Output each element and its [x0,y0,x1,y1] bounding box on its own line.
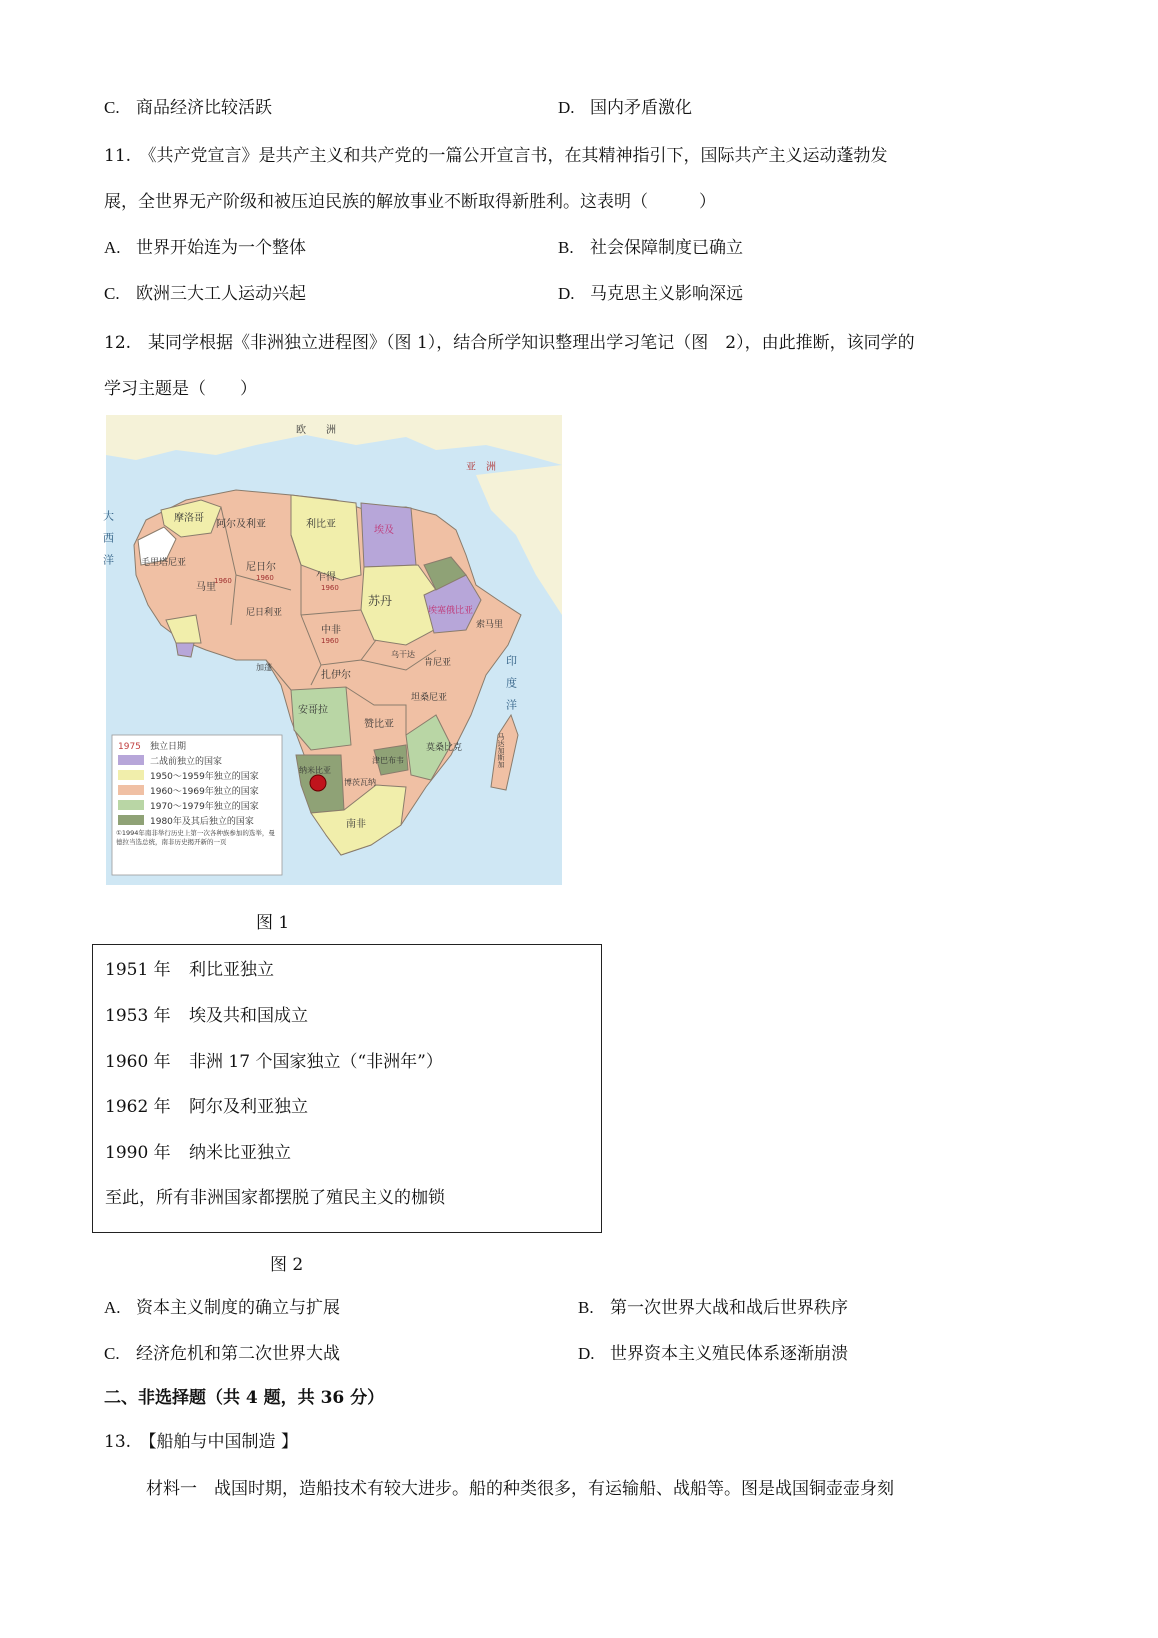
option-letter: C. [104,98,120,117]
legend-label-1: 二战前独立的国家 [150,757,223,767]
note-event: 埃及共和国成立 [189,1006,308,1026]
namibia-marker-icon [310,775,326,791]
label-europe: 欧 洲 [296,425,336,436]
label-uganda: 乌干达 [391,650,415,659]
label-sudan: 苏丹 [368,594,393,608]
label-chad: 乍得 [316,572,336,583]
legend-note: ①1994年南非举行历史上第一次各种族参加的选举，曼德拉当选总统，南非历史揭开新的一页 [116,829,275,846]
legend-label-2: 1950～1959年独立的国家 [150,772,259,782]
option-letter: C. [104,284,120,303]
q13-title: 13. 【船舶与中国制造 】 [104,1432,298,1452]
label-nigeria: 尼日利亚 [246,608,283,618]
label-namibia: 纳米比亚 [299,766,331,775]
legend-label-0: 独立日期 [150,742,187,752]
label-year-chad: 1960 [321,584,339,592]
option-letter: B. [578,1298,594,1317]
note-row [105,1050,443,1074]
q11-option-d [558,282,743,306]
note-year: 1951 年 [105,960,171,980]
q12-option-d [578,1342,848,1366]
q10-option-d [558,96,692,120]
q11-stem-line2: 展，全世界无产阶级和被压迫民族的解放事业不断取得新胜利。这表明（ ） [104,192,716,212]
q11-option-b [558,236,743,260]
label-mauritania: 毛里塔尼亚 [141,558,187,568]
label-indian-ocean: 印 度 洋 [504,655,518,710]
label-zaire: 扎伊尔 [321,670,351,681]
label-car: 中非 [321,625,341,636]
liberia-region [176,643,194,657]
q13-material-1: 材料一 战国时期，造船技术有较大进步。船的种类很多，有运输船、战船等。图是战国铜壶壶身刻 [146,1479,894,1499]
option-text: 资本主义制度的确立与扩展 [136,1298,340,1318]
option-text: 第一次世界大战和战后世界秩序 [610,1298,848,1318]
option-letter: D. [558,284,575,303]
legend-swatch-4 [118,800,144,810]
note-row [105,958,274,982]
label-asia: 亚 洲 [466,462,496,473]
q11-stem-line1: 11. 《共产党宣言》是共产主义和共产党的一篇公开宣言书，在其精神指引下，国际共产主义运动蓬勃发 [104,146,888,166]
legend-label-4: 1970～1979年独立的国家 [150,802,259,812]
q10-option-c [104,96,272,120]
option-text: 国内矛盾激化 [590,98,692,118]
option-letter: A. [104,238,121,257]
legend-swatch-2 [118,770,144,780]
legend-sample-year: 1975 [118,742,141,752]
africa-independence-map [101,415,562,885]
label-algeria: 阿尔及利亚 [216,519,266,530]
label-somalia: 索马里 [476,620,504,630]
label-tanzania: 坦桑尼亚 [411,693,448,703]
legend-label-3: 1960～1969年独立的国家 [150,787,259,797]
figure-2-caption: 图 2 [270,1255,304,1275]
q12-stem-line1: 12. 某同学根据《非洲独立进程图》（图 1），结合所学知识整理出学习笔记（图 2），由此推断，该同学的 [104,333,915,353]
legend-swatch-3 [118,785,144,795]
note-event: 纳米比亚独立 [189,1143,291,1163]
legend-swatch-1 [118,755,144,765]
label-gabon: 加蓬 [256,663,272,672]
section-heading: 二、非选择题（共 4 题，共 36 分） [104,1388,385,1408]
label-year-car: 1960 [321,637,339,645]
label-botswana: 博茨瓦纳 [344,778,376,787]
q11-option-c [104,282,306,306]
label-niger: 尼日尔 [246,562,276,573]
label-zimbabwe: 津巴布韦 [372,756,404,765]
note-year: 1962 年 [105,1097,171,1117]
label-madagascar: 马达加斯加 [497,733,505,768]
option-letter: B. [558,238,574,257]
option-text: 社会保障制度已确立 [590,238,743,258]
note-row [105,1095,308,1119]
label-morocco: 摩洛哥 [174,513,204,524]
option-letter: D. [558,98,575,117]
legend-label-5: 1980年及其后独立的国家 [150,817,254,827]
note-row [105,1004,308,1028]
study-notes-box [92,944,602,1233]
q12-option-b [578,1296,848,1320]
label-zambia: 赞比亚 [364,719,394,730]
label-egypt: 埃及 [374,525,394,536]
label-mozambique: 莫桑比克 [426,743,463,753]
label-ethiopia: 埃塞俄比亚 [428,606,474,616]
label-libya: 利比亚 [306,519,336,530]
label-atlantic: 大 西 洋 [101,510,115,565]
label-mali: 马里 [196,582,216,593]
figure-1-caption: 图 1 [256,913,290,933]
note-event: 阿尔及利亚独立 [189,1097,308,1117]
option-letter: D. [578,1344,595,1363]
note-year: 1953 年 [105,1006,171,1026]
note-event: 利比亚独立 [189,960,274,980]
q12-option-c [104,1342,340,1366]
q12-stem-line2: 学习主题是（ ） [104,379,257,399]
option-text: 马克思主义影响深远 [590,284,743,304]
option-text: 经济危机和第二次世界大战 [136,1344,340,1364]
option-letter: A. [104,1298,121,1317]
option-text: 世界开始连为一个整体 [136,238,306,258]
note-event: 非洲 17 个国家独立（“非洲年”） [189,1052,443,1072]
option-letter: C. [104,1344,120,1363]
note-year: 1960 年 [105,1052,171,1072]
label-year-niger: 1960 [256,574,274,582]
map-legend [112,735,282,875]
legend-note-wrap [116,829,280,873]
option-text: 商品经济比较活跃 [136,98,272,118]
legend-swatch-5 [118,815,144,825]
notes-conclusion: 至此，所有非洲国家都摆脱了殖民主义的枷锁 [105,1188,445,1208]
option-text: 欧洲三大工人运动兴起 [136,284,306,304]
note-row [105,1141,291,1165]
note-year: 1990 年 [105,1143,171,1163]
q11-option-a [104,236,306,260]
q12-option-a [104,1296,340,1320]
label-south-africa: 南非 [346,819,366,830]
label-angola: 安哥拉 [298,705,328,716]
label-year-mali: 1960 [214,577,232,585]
label-kenya: 肯尼亚 [424,658,452,668]
option-text: 世界资本主义殖民体系逐渐崩溃 [610,1344,848,1364]
